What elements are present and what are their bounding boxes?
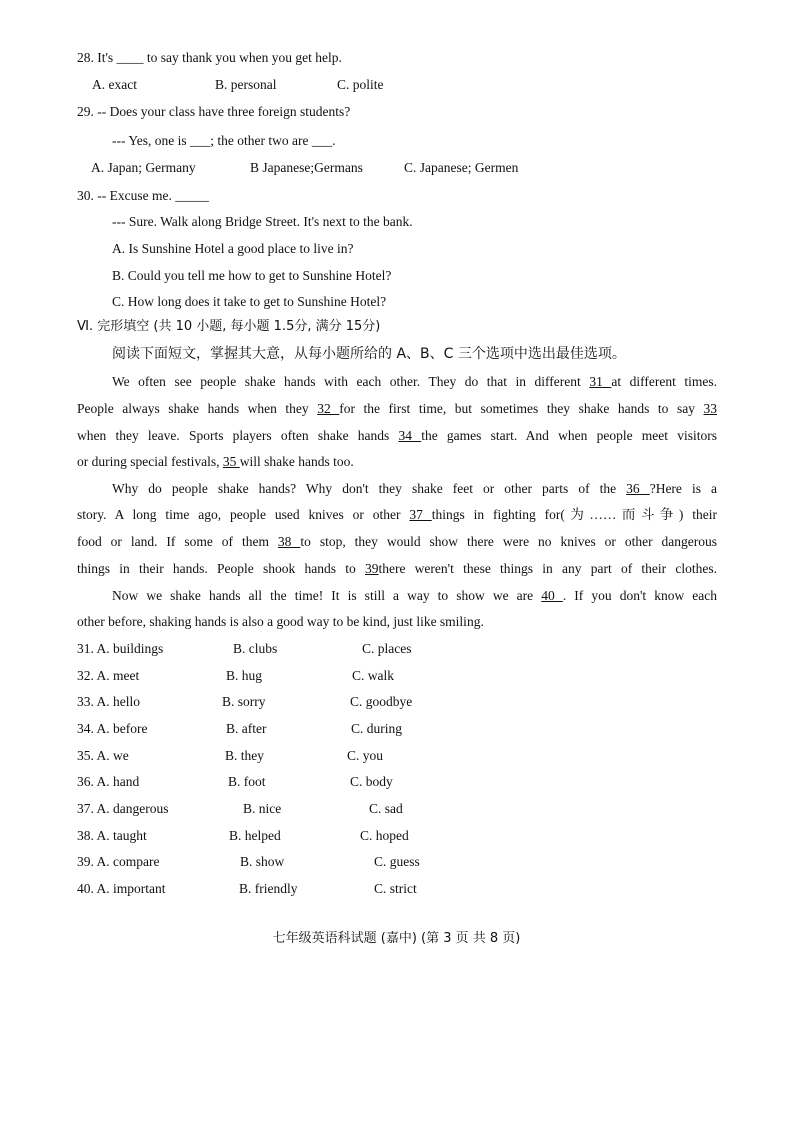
question-29-option-c: C. Japanese; Germen <box>404 160 519 175</box>
blank-38: 38 <box>277 534 301 549</box>
passage-line-5: Why do people shake hands? Why don't they shake feet or other parts of the 36 ?Here is a <box>112 481 718 496</box>
passage-line-6: story. A long time ago, people used knives or other 37 things in fighting for(为……而斗争) their <box>77 507 717 522</box>
option-38-a: 38. A. taught <box>77 828 147 843</box>
option-40-b: B. friendly <box>239 881 298 896</box>
blank-33: 33 <box>703 401 717 416</box>
option-32-c: C. walk <box>352 668 394 683</box>
passage-line-7: food or land. If some of them 38 to stop, they would show there were no knives or other dangerous <box>77 534 718 549</box>
option-31-b: B. clubs <box>233 641 278 656</box>
question-30-option-b: B. Could you tell me how to get to Sunshine Hotel? <box>112 268 392 283</box>
blank-37: 37 <box>409 507 432 522</box>
question-28-option-a: A. exact <box>92 77 137 92</box>
option-34-a: 34. A. before <box>77 721 148 736</box>
question-30-option-c: C. How long does it take to get to Sunshine Hotel? <box>112 294 387 309</box>
question-29-reply: --- Yes, one is ___; the other two are ___. <box>112 133 336 148</box>
question-28-option-b: B. personal <box>215 77 277 92</box>
option-38-c: C. hoped <box>360 828 409 843</box>
blank-40: 40 <box>541 588 563 603</box>
passage-line-1: We often see people shake hands with each other. They do that in different 31 at different times. <box>112 374 717 389</box>
option-32-b: B. hug <box>226 668 263 683</box>
blank-32: 32 <box>317 401 340 416</box>
passage-line-3: when they leave. Sports players often shake hands 34 the games start. And when people meet visitors <box>77 428 717 443</box>
option-40-a: 40. A. important <box>77 881 166 896</box>
option-35-a: 35. A. we <box>77 748 129 763</box>
option-33-c: C. goodbye <box>350 694 413 709</box>
option-35-b: B. they <box>225 748 264 763</box>
question-29-option-a: A. Japan; Germany <box>91 160 196 175</box>
blank-31: 31 <box>589 374 612 389</box>
passage-line-2: People always shake hands when they 32 for the first time, but sometimes they shake hands to say 33 <box>77 401 717 416</box>
option-36-a: 36. A. hand <box>77 774 140 789</box>
passage-line-4: or during special festivals, 35 will shake hands too. <box>77 454 354 469</box>
option-37-c: C. sad <box>369 801 403 816</box>
passage-line-9: Now we shake hands all the time! It is still a way to show we are 40 . If you don't know each <box>112 588 718 603</box>
question-29-stem: 29. -- Does your class have three foreign students? <box>77 104 351 119</box>
page-footer: 七年级英语科试题 (嘉中) (第 3 页 共 8 页) <box>272 931 521 946</box>
option-36-c: C. body <box>350 774 393 789</box>
option-37-a: 37. A. dangerous <box>77 801 169 816</box>
question-30-reply: --- Sure. Walk along Bridge Street. It's next to the bank. <box>112 214 413 229</box>
option-37-b: B. nice <box>243 801 282 816</box>
option-39-b: B. show <box>240 854 285 869</box>
section-instruction: 阅读下面短文，掌握其大意，从每小题所给的 A、B、C 三个选项中选出最佳选项。 <box>112 346 626 362</box>
passage-line-8: things in their hands. People shook hands to 39there weren't these things in any part of their clothes. <box>77 561 718 576</box>
question-28-stem: 28. It's ____ to say thank you when you get help. <box>77 50 342 65</box>
section-title: Ⅵ. 完形填空 (共 10 小题, 每小题 1.5分, 满分 15分) <box>77 319 381 334</box>
blank-39: 39 <box>364 561 379 576</box>
blank-35: 35 <box>222 454 240 469</box>
option-34-c: C. during <box>351 721 403 736</box>
option-38-b: B. helped <box>229 828 281 843</box>
passage-line-10: other before, shaking hands is also a good way to be kind, just like smiling. <box>77 614 484 629</box>
option-40-c: C. strict <box>374 881 417 896</box>
option-39-a: 39. A. compare <box>77 854 160 869</box>
option-32-a: 32. A. meet <box>77 668 140 683</box>
question-30-stem: 30. -- Excuse me. _____ <box>77 188 209 203</box>
option-31-a: 31. A. buildings <box>77 641 164 656</box>
option-39-c: C. guess <box>374 854 420 869</box>
question-29-option-b: B Japanese;Germans <box>250 160 363 175</box>
option-31-c: C. places <box>362 641 412 656</box>
blank-36: 36 <box>626 481 650 496</box>
question-30-option-a: A. Is Sunshine Hotel a good place to live in? <box>112 241 354 256</box>
option-35-c: C. you <box>347 748 384 763</box>
option-36-b: B. foot <box>228 774 266 789</box>
question-28-option-c: C. polite <box>337 77 384 92</box>
blank-34: 34 <box>398 428 422 443</box>
option-34-b: B. after <box>226 721 267 736</box>
option-33-b: B. sorry <box>222 694 266 709</box>
option-33-a: 33. A. hello <box>77 694 140 709</box>
